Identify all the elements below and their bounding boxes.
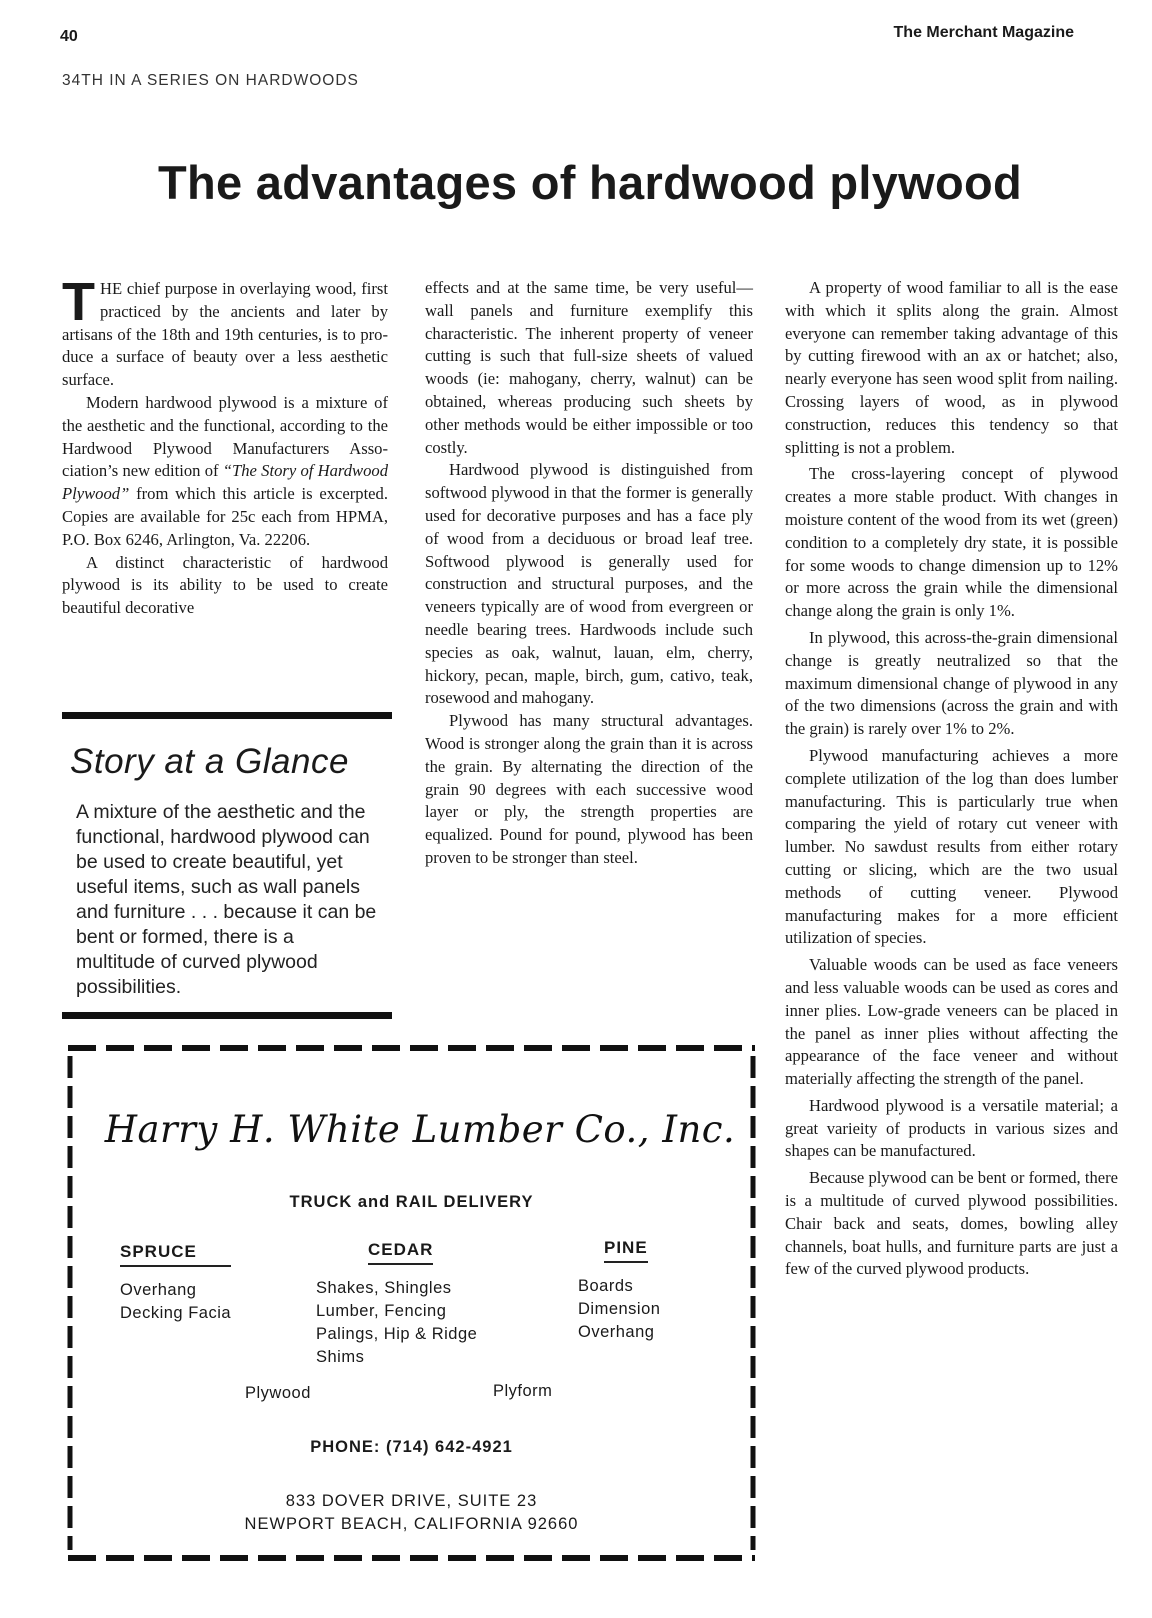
article-column-1 (62, 272, 388, 620)
glance-title: Story at a Glance (70, 742, 349, 781)
article-column-3 (785, 277, 1118, 1285)
ad-plyform: Plyform (493, 1382, 553, 1400)
glance-bottom-rule (62, 1012, 392, 1019)
ad-item: Shims (316, 1348, 365, 1366)
ad-address-line-1: 833 DOVER DRIVE, SUITE 23 (285, 1492, 538, 1510)
ad-item: Overhang (120, 1281, 197, 1299)
ad-phone: PHONE: (714) 642-4921 (310, 1438, 513, 1456)
ad-heading-pine: PINE (604, 1238, 648, 1263)
page-number: 40 (60, 28, 78, 45)
paragraph-2-text-b: from which this article is excerpted. Copies are available for 25c each from HPMA, P.O. Box 6246, Arlington, Va. 22206. (62, 484, 388, 549)
ad-heading-cedar: CEDAR (368, 1240, 433, 1265)
ad-address (64, 1490, 759, 1536)
paragraph-11: Valuable woods can be used as face veneers and less valuable woods can be used as cores and inner plies. Low-grade veneers can be placed in the panel as inner plies without affecting the appearance of the face veneer and without materially affecting the strength of the panel. (785, 955, 1118, 1089)
glance-body: A mixture of the aesthetic and the functional, hardwood plywood can be used to create beautiful, yet useful items, such as wall panels and furniture . . . because it can be bent or formed, there is a multitude of curved plywood possibilities. (76, 801, 377, 998)
paragraph-2-text-a: Modern hardwood plywood is a mixture of the aesthetic and the functional, according to the Hardwood Plywood Manufacturers Association’s new edition of (62, 392, 388, 481)
paragraph-9: In plywood, this across-the-grain dimensional change is greatly neutralized so that the maximum dimensional change of plywood in any of the two dimensions (across the grain and with the grain) is rarely over 1% to 2%. (785, 627, 1118, 739)
paragraph-4: effects and at the same time, be very useful—wall panels and furniture exemplify this characteristic. The inherent property of veneer cutting is such that full-size sheets of valued woods (ie: mahogany, cherry, walnut) can be obtained, whereas producing such sheets by other methods would be either impossible or too costly. (425, 278, 753, 457)
ad-item: Decking Facia (120, 1304, 232, 1322)
ad-delivery: TRUCK and RAIL DELIVERY (289, 1193, 534, 1211)
glance-top-rule (62, 712, 392, 719)
paragraph-1 (62, 272, 388, 392)
series-line: 34TH IN A SERIES ON HARDWOODS (62, 72, 359, 89)
paragraph-13: Because plywood can be bent or formed, there is a multitude of curved plywood possibilities. Chair back and seats, domes, bowling alley channels, boat hulls, and furniture parts are just a few of the curved plywood products. (785, 1168, 1118, 1279)
book-title: “The Story of Hardwood Plywood” (62, 461, 388, 504)
ad-item: Overhang (578, 1323, 655, 1341)
ad-plywood: Plywood (245, 1384, 311, 1402)
article-column-2 (425, 277, 753, 870)
ad-item: Dimension (578, 1300, 661, 1318)
ad-address-line-2: NEWPORT BEACH, CALIFORNIA 92660 (244, 1515, 579, 1533)
paragraph-10: Plywood manufacturing achieves a more complete utilization of the log than does lumber manufacturing. This is particularly true when comparing the yield of rotary cut veneer with lumber. No sawdust results from either rotary cutting or slicing, which are the two usual methods of cutting veneer. Plywood manufacturing makes for a more efficient utilization of species. (785, 745, 1118, 948)
drop-cap: T (62, 272, 95, 332)
ad-column-pine (578, 1238, 660, 1344)
paragraph-7: A property of wood familiar to all is the ease with which it splits along the grain. Almost everyone can remember taking advantage of this by cutting firewood with an ax or hatchet; also, nearly everyone has seen wood split from nailing. Crossing layers of wood, as in plywood construction, reduces this tendency so that splitting is not a problem. (785, 278, 1118, 457)
ad-column-spruce (120, 1242, 231, 1325)
paragraph-8: The cross-layering concept of plywood creates a more stable product. With changes in moisture content of the wood from its wet (green) condition to a completely dry state, it is possible for some woods to change dimension up to 12% or more across the grain while the dimensional change along the grain is only 1%. (785, 464, 1118, 621)
paragraph-6: Plywood has many structural advantages. Wood is stronger along the grain than it is across the grain. By alternating the direction of the grain 90 degrees with each successive wood layer or ply, the strength properties are equalized. Pound for pound, plywood has been proven to be stronger than steel. (425, 711, 753, 867)
paragraph-2 (62, 392, 388, 552)
ad-item: Lumber, Fencing (316, 1302, 447, 1320)
paragraph-5: Hardwood plywood is distinguished from softwood plywood in that the former is generally used for decorative purposes and has a face ply of wood from a deciduous or broad leaf tree. Softwood plywood is generally used for construction and structural purposes, and the veneers typically are of wood from evergreen or needle bearing trees. Hardwoods include such species as oak, walnut, lauan, elm, cherry, hickory, pecan, maple, birch, gum, cativo, teak, rosewood and mahogany. (425, 460, 753, 708)
ad-heading-spruce: SPRUCE (120, 1242, 231, 1267)
paragraph-1-text: HE chief purpose in overlaying wood, first practiced by the ancients and later by artisans of the 18th and 19th centuries, is to produce a surface of beauty over a less aesthetic surface. (62, 279, 388, 390)
ad-company-logo: Harry H. White Lumber Co., Inc. (104, 1108, 736, 1151)
ad-list-pine (578, 1275, 660, 1344)
ad-list-cedar (316, 1277, 477, 1369)
ad-list-spruce (120, 1279, 231, 1325)
ad-item: Shakes, Shingles (316, 1279, 452, 1297)
ad-column-cedar (316, 1240, 477, 1369)
paragraph-3: A distinct characteristic of hardwood plywood is its ability to be used to create beautiful decorative (62, 552, 388, 618)
magazine-name: The Merchant Magazine (893, 24, 1074, 41)
ad-item: Palings, Hip & Ridge (316, 1325, 478, 1343)
ad-item: Boards (578, 1277, 634, 1295)
paragraph-12: Hardwood plywood is a versatile material; a great varieity of products in various sizes and shapes can be manufactured. (785, 1095, 1118, 1161)
article-title: The advantages of hardwood plywood (157, 156, 1023, 209)
